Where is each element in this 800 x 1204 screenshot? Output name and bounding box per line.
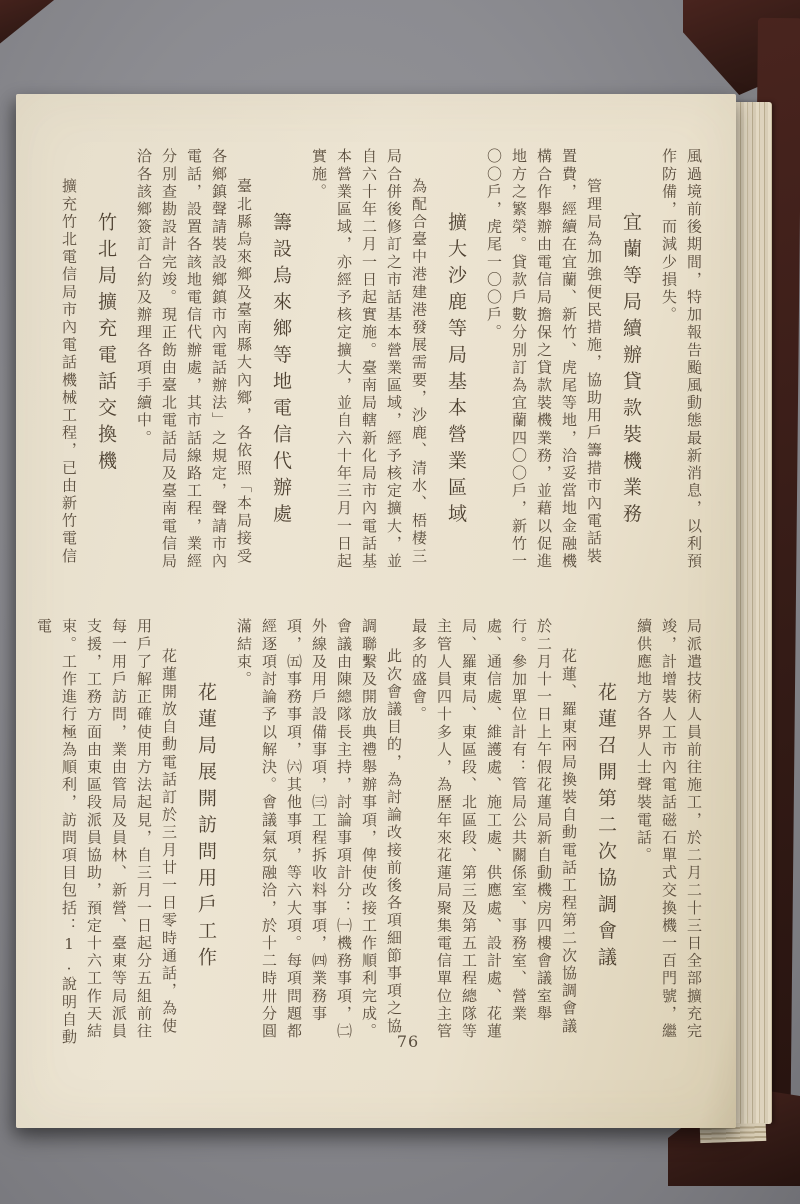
paragraph: 臺北縣烏來鄉及臺南縣大內鄉，各依照「本局接受各鄉鎮聲請裝設鄉鎮市內電話辦法」之規定，聲請市內電話，設置各該地電信代辦處，其市話線路工程，業經分別查勘設計完竣。現正飭由臺北電話局及臺南電信局洽各該鄉簽訂合約及辦理各項手續中。 — [135, 148, 253, 571]
section-heading: 竹北局擴充電話交換機 — [95, 212, 117, 477]
section-heading: 宜蘭等局續辦貸款裝機業務 — [620, 212, 642, 530]
top-text-block — [18, 148, 706, 580]
section-heading: 花蓮召開第二次協調會議 — [595, 682, 617, 974]
book-cover-corner-top-left — [0, 0, 64, 50]
page-edge-stack — [732, 102, 772, 1124]
paragraph: 此次會議目的，為討論改接前後各項細節事項之協調聯繫及開放典禮舉辦事項，俾使改接工作順利完成。會議由陳總隊長主持，討論事項計分：㈠機務事項，㈡外線及用戶設備事項，㈢工程拆收料事項，㈣業務事項，㈤事務事項，㈥其他事項，等六大項。每項問題都經逐項討論予以解決。會議氣氛融洽，於十二時卅分圓滿結束。 — [235, 618, 403, 1041]
bottom-text-block — [18, 618, 706, 1048]
paragraph: 管理局為加強便民措施，協助用戶籌措市內電話裝置費，經續在宜蘭、新竹、虎尾等地，洽妥當地金融機構合作舉辦由電信局擔保之貸款裝機業務，並藉以促進地方之繁榮。貸款戶數分別訂為宜蘭四〇〇戶，新竹一〇〇戶，虎尾一〇〇戶。 — [485, 148, 603, 571]
page-number: 76 — [396, 1032, 420, 1051]
paragraph: 局派遣技術人員前往施工，於二月二十三日全部擴充完竣，計增裝人工市內電話磁石單式交換機一百門號，繼續供應地方各界人士聲裝電話。 — [635, 618, 703, 1041]
section-heading: 籌設烏來鄉等地電信代辦處 — [270, 212, 292, 530]
section-heading: 擴大沙鹿等局基本營業區域 — [445, 212, 467, 530]
paragraph: 風過境前後期間，特加報告颱風動態最新消息，以利預作防備，而減少損失。 — [660, 148, 703, 571]
paragraph: 擴充竹北電信局市內電話機械工程，已由新竹電信 — [60, 178, 78, 566]
paragraph: 花蓮、羅東兩局換裝自動電話工程第二次協調會議於二月十一日上午假花蓮局新自動機房四樓會議室舉行。參加單位計有：管局公共關係室、事務室、營業處、通信處、維護處、施工處、供應處、設計處、花蓮局、羅東局、東區段、北區段、第三及第五工程總隊等主管人員四十多人，為歷年來花蓮局聚集電信單位主管最多的盛會。 — [410, 618, 578, 1041]
book-page — [16, 94, 736, 1128]
section-heading: 花蓮局展開訪問用戶工作 — [195, 682, 217, 974]
paragraph: 花蓮開放自動電話訂於三月廿一日零時通話，為使用戶了解正確使用方法起見，自三月一日起分五組前往每一用戶訪問，業由管局及員林、新營、臺東等局派員支援，工務方面由東區段派員協助，預定十六工作天結束。工作進行極為順利，訪問項目包括：1.說明自動電 — [35, 618, 178, 1047]
paragraph: 為配合臺中港建港發展需要，沙鹿、清水、梧棲三局合併後修訂之市話基本營業區域，經予核定擴大，並自六十年二月一日起實施。臺南局轄新化局市內電話基本營業區域，亦經予核定擴大，並自六十年三月一日起實施。 — [310, 148, 428, 571]
